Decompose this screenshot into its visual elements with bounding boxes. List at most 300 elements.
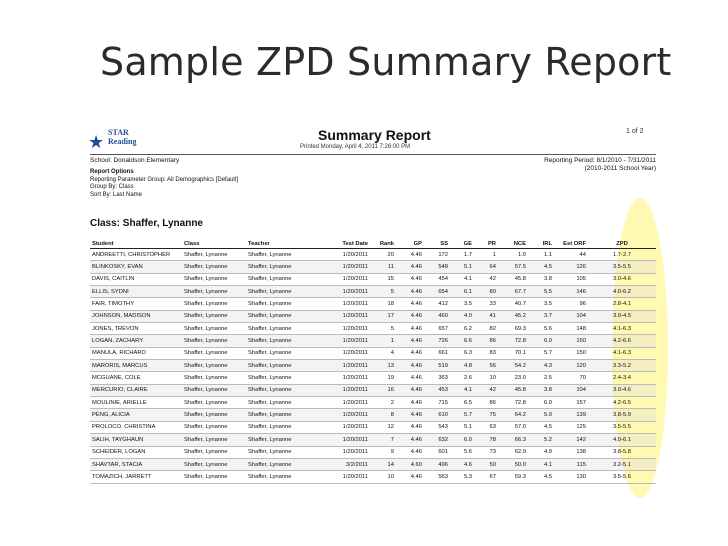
table-cell: 45.2 [498, 310, 528, 322]
table-cell: 4.46 [396, 434, 424, 446]
report-options [90, 169, 238, 199]
table-cell: Shaffer, Lynanne [246, 323, 326, 335]
table-cell: 72.8 [498, 335, 528, 347]
table-cell: 1/20/2011 [326, 335, 370, 347]
table-cell: 6.3 [450, 347, 474, 359]
table-cell: 4.3 [528, 360, 554, 372]
table-row [90, 434, 656, 446]
table-cell: 2.6 [450, 372, 474, 384]
table-cell: 4.5 [528, 261, 554, 273]
table-cell: 1 [474, 249, 498, 261]
table-cell: 11 [370, 261, 396, 273]
column-header: Teacher [246, 232, 326, 249]
table-cell: 726 [424, 335, 450, 347]
table-cell: Shaffer, Lynanne [182, 323, 246, 335]
slide-title: Sample ZPD Summary Report [100, 40, 672, 84]
table-cell: 45.8 [498, 384, 528, 396]
table-row [90, 446, 656, 458]
table-cell: ANDREETTI, CHRISTOPHER [90, 249, 182, 261]
page-number: 1 of 2 [626, 128, 644, 135]
table-cell: 4.5 [528, 421, 554, 433]
table-row [90, 397, 656, 409]
options-sort-by: Sort By: Last Name [90, 191, 143, 198]
table-cell: Shaffer, Lynanne [246, 360, 326, 372]
table-cell: 1/20/2011 [326, 372, 370, 384]
table-header-row [90, 232, 656, 249]
table-cell: 3.0-4.6 [588, 384, 656, 396]
table-cell: 54.2 [498, 360, 528, 372]
table-cell: 4.5 [528, 471, 554, 483]
table-cell: Shaffer, Lynanne [182, 421, 246, 433]
table-cell: Shaffer, Lynanne [182, 273, 246, 285]
table-cell: 715 [424, 397, 450, 409]
table-cell: Shaffer, Lynanne [246, 310, 326, 322]
table-cell: 519 [424, 360, 450, 372]
table-cell: 6.1 [450, 286, 474, 298]
table-cell: 412 [424, 298, 450, 310]
table-cell: MARORIS, MARCUS [90, 360, 182, 372]
table-cell: 82 [474, 323, 498, 335]
school-name: School: Donaldson Elementary [90, 157, 180, 164]
table-cell: 610 [424, 409, 450, 421]
table-cell: 10 [370, 471, 396, 483]
table-row [90, 471, 656, 483]
table-cell: 150 [554, 347, 588, 359]
table-cell: 1/20/2011 [326, 409, 370, 421]
table-cell: 4.46 [396, 471, 424, 483]
table-cell: 4.2-6.5 [588, 397, 656, 409]
table-cell: 67 [474, 471, 498, 483]
logo-line2: Reading [108, 137, 137, 146]
table-cell: 142 [554, 434, 588, 446]
table-cell: 4.9 [528, 446, 554, 458]
table-cell: 5 [370, 286, 396, 298]
column-header: Class [182, 232, 246, 249]
table-cell: 6.2 [450, 323, 474, 335]
table-cell: Shaffer, Lynanne [182, 397, 246, 409]
table-cell: 3/2/2011 [326, 458, 370, 470]
table-row [90, 273, 656, 285]
table-cell: 5.2 [528, 434, 554, 446]
table-cell: 1/20/2011 [326, 310, 370, 322]
table-cell: 130 [554, 471, 588, 483]
table-cell: 1/20/2011 [326, 249, 370, 261]
printed-date: Printed Monday, April 4, 2011 7:26:00 PM [300, 144, 411, 150]
table-cell: 12 [370, 421, 396, 433]
table-cell: 4.0 [450, 310, 474, 322]
table-cell: 5.1 [450, 421, 474, 433]
table-cell: 66.3 [498, 434, 528, 446]
table-cell: 139 [554, 409, 588, 421]
table-cell: 4.2-6.6 [588, 335, 656, 347]
table-row [90, 298, 656, 310]
table-cell: 5.0 [528, 409, 554, 421]
table-cell: PENG, ALICIA [90, 409, 182, 421]
table-cell: MOULINIE, ARIELLE [90, 397, 182, 409]
column-header: PR [474, 232, 498, 249]
period-line1: Reporting Period: 8/1/2010 - 7/31/2011 [544, 157, 656, 164]
table-cell: 4.46 [396, 384, 424, 396]
table-cell: 4.46 [396, 421, 424, 433]
table-cell: Shaffer, Lynanne [246, 421, 326, 433]
table-cell: LOGAN, ZACHARY [90, 335, 182, 347]
table-cell: 1 [370, 335, 396, 347]
table-cell: 5.6 [450, 446, 474, 458]
table-cell: 543 [424, 421, 450, 433]
table-cell: JOHNSON, MADISON [90, 310, 182, 322]
table-cell: 4.46 [396, 273, 424, 285]
table-cell: Shaffer, Lynanne [246, 286, 326, 298]
table-cell: 3.8-5.9 [588, 409, 656, 421]
reporting-period [520, 157, 656, 173]
table-cell: 50 [474, 458, 498, 470]
table-cell: 4.6 [450, 458, 474, 470]
table-cell: Shaffer, Lynanne [182, 434, 246, 446]
table-cell: FAIR, TIMOTHY [90, 298, 182, 310]
table-cell: 453 [424, 384, 450, 396]
table-cell: 4.46 [396, 360, 424, 372]
column-header: GE [450, 232, 474, 249]
table-cell: 59.3 [498, 471, 528, 483]
table-cell: Shaffer, Lynanne [246, 335, 326, 347]
table-cell: 5.3 [450, 471, 474, 483]
table-cell: 19 [370, 372, 396, 384]
table-cell: 5.7 [450, 409, 474, 421]
table-cell: 13 [370, 360, 396, 372]
column-header: Rank [370, 232, 396, 249]
table-cell: 5.6 [528, 323, 554, 335]
table-cell: 105 [554, 273, 588, 285]
table-cell: 657 [424, 323, 450, 335]
table-cell: 4.0-6.2 [588, 286, 656, 298]
table-cell: 9 [370, 446, 396, 458]
table-cell: 3.2-5.1 [588, 458, 656, 470]
table-cell: 20 [370, 249, 396, 261]
table-cell: MANULA, RICHARD [90, 347, 182, 359]
table-cell: 1.1 [528, 249, 554, 261]
table-cell: 23.0 [498, 372, 528, 384]
table-cell: 1/20/2011 [326, 347, 370, 359]
table-cell: 1/20/2011 [326, 446, 370, 458]
table-cell: 1/20/2011 [326, 421, 370, 433]
table-cell: Shaffer, Lynanne [246, 261, 326, 273]
table-cell: 56 [474, 360, 498, 372]
table-cell: Shaffer, Lynanne [182, 249, 246, 261]
table-cell: 7 [370, 434, 396, 446]
table-cell: 3.5-5.6 [588, 471, 656, 483]
table-row [90, 261, 656, 273]
table-cell: 4.1 [450, 273, 474, 285]
table-cell: Shaffer, Lynanne [246, 249, 326, 261]
table-cell: 42 [474, 273, 498, 285]
table-cell: 45.8 [498, 273, 528, 285]
table-cell: 6.0 [528, 397, 554, 409]
table-cell: 10 [474, 372, 498, 384]
table-cell: Shaffer, Lynanne [182, 384, 246, 396]
table-cell: Shaffer, Lynanne [182, 372, 246, 384]
table-cell: 8 [370, 409, 396, 421]
table-cell: MCGUANE, COLE [90, 372, 182, 384]
table-cell: 4.46 [396, 310, 424, 322]
table-cell: 1/20/2011 [326, 261, 370, 273]
table-cell: 4.60 [396, 458, 424, 470]
table-cell: Shaffer, Lynanne [182, 360, 246, 372]
table-cell: MERCURIO, CLAIRE [90, 384, 182, 396]
table-row [90, 286, 656, 298]
table-cell: Shaffer, Lynanne [182, 458, 246, 470]
column-header: IRL [528, 232, 554, 249]
table-cell: 1/20/2011 [326, 397, 370, 409]
table-cell: 1/20/2011 [326, 323, 370, 335]
table-cell: 5.7 [528, 347, 554, 359]
table-cell: 86 [474, 397, 498, 409]
table-cell: 6.5 [450, 397, 474, 409]
table-cell: 1/20/2011 [326, 471, 370, 483]
table-cell: 454 [424, 273, 450, 285]
table-cell: 64.2 [498, 409, 528, 421]
table-cell: 1.0 [498, 249, 528, 261]
table-cell: PROLOCO, CHRISTINA [90, 421, 182, 433]
table-cell: 14 [370, 458, 396, 470]
table-cell: 80 [474, 286, 498, 298]
table-cell: 120 [554, 360, 588, 372]
table-cell: 6.0 [528, 335, 554, 347]
table-cell: 4.46 [396, 372, 424, 384]
table-cell: 1/20/2011 [326, 434, 370, 446]
table-cell: 78 [474, 434, 498, 446]
table-cell: Shaffer, Lynanne [246, 372, 326, 384]
table-cell: Shaffer, Lynanne [182, 286, 246, 298]
table-cell: 661 [424, 347, 450, 359]
table-cell: 3.7 [528, 310, 554, 322]
table-cell: DAVIS, CAITLIN [90, 273, 182, 285]
options-group-by: Group By: Class [90, 184, 134, 190]
table-cell: 4.46 [396, 261, 424, 273]
table-row [90, 335, 656, 347]
table-cell: 57.5 [498, 261, 528, 273]
table-cell: Shaffer, Lynanne [246, 298, 326, 310]
table-cell: 3.8-5.8 [588, 446, 656, 458]
table-row [90, 372, 656, 384]
table-cell: 64 [474, 261, 498, 273]
table-cell: JONES, TREVON [90, 323, 182, 335]
table-cell: 2 [370, 397, 396, 409]
table-cell: 1.7 [450, 249, 474, 261]
table-cell: 3.5-5.5 [588, 261, 656, 273]
table-cell: 1/20/2011 [326, 298, 370, 310]
table-cell: Shaffer, Lynanne [246, 434, 326, 446]
table-cell: 16 [370, 384, 396, 396]
table-cell: 3.0-4.6 [588, 273, 656, 285]
table-cell: 4.46 [396, 286, 424, 298]
table-row [90, 458, 656, 470]
table-cell: 601 [424, 446, 450, 458]
table-cell: 4.1 [450, 384, 474, 396]
table-cell: 1/20/2011 [326, 273, 370, 285]
table-cell: Shaffer, Lynanne [182, 261, 246, 273]
table-cell: 40.7 [498, 298, 528, 310]
table-cell: 4.1 [528, 458, 554, 470]
table-cell: 18 [370, 298, 396, 310]
table-cell: 86 [474, 335, 498, 347]
table-cell: 563 [424, 471, 450, 483]
table-cell: 75 [474, 409, 498, 421]
column-header: Test Date [326, 232, 370, 249]
table-cell: Shaffer, Lynanne [182, 298, 246, 310]
table-cell: BLINKOSKY, EVAN [90, 261, 182, 273]
table-cell: 96 [554, 298, 588, 310]
table-cell: 157 [554, 397, 588, 409]
options-parameter-group: Reporting Parameter Group: All Demographics [Default] [90, 176, 239, 183]
table-cell: 150 [554, 335, 588, 347]
table-cell: 70 [554, 372, 588, 384]
table-cell: 548 [424, 261, 450, 273]
table-cell: ELLIS, SYDNI [90, 286, 182, 298]
table-cell: 3.0-4.5 [588, 310, 656, 322]
table-cell: Shaffer, Lynanne [246, 409, 326, 421]
table-row [90, 421, 656, 433]
table-cell: 363 [424, 372, 450, 384]
column-header: Est ORF [554, 232, 588, 249]
table-cell: 3.8 [528, 384, 554, 396]
table-row [90, 323, 656, 335]
table-cell: 4.46 [396, 249, 424, 261]
table-cell: 3.8 [528, 273, 554, 285]
table-cell: 496 [424, 458, 450, 470]
table-cell: 67.7 [498, 286, 528, 298]
table-cell: 1.7-2.7 [588, 249, 656, 261]
table-cell: 2.5 [528, 372, 554, 384]
column-header: Student [90, 232, 182, 249]
table-cell: Shaffer, Lynanne [246, 273, 326, 285]
table-cell: SALIH, TAYGHAUN [90, 434, 182, 446]
table-cell: 6.6 [450, 335, 474, 347]
summary-table [90, 232, 656, 484]
table-row [90, 409, 656, 421]
table-cell: 33 [474, 298, 498, 310]
table-row [90, 310, 656, 322]
period-line2: (2010-2011 School Year) [584, 165, 656, 172]
table-cell: 2.4-3.4 [588, 372, 656, 384]
table-cell: 72.8 [498, 397, 528, 409]
header-divider [90, 154, 656, 155]
table-cell: 50.0 [498, 458, 528, 470]
star-icon: ★ [88, 132, 105, 152]
table-cell: 4.46 [396, 298, 424, 310]
table-cell: Shaffer, Lynanne [182, 335, 246, 347]
table-cell: 4.46 [396, 323, 424, 335]
column-header: GP [396, 232, 424, 249]
table-cell: 148 [554, 323, 588, 335]
table-cell: 5.5 [528, 286, 554, 298]
table-cell: 4.0-6.1 [588, 434, 656, 446]
table-cell: 4.46 [396, 397, 424, 409]
column-header: NCE [498, 232, 528, 249]
table-cell: Shaffer, Lynanne [246, 384, 326, 396]
table-cell: 3.5 [450, 298, 474, 310]
table-cell: Shaffer, Lynanne [182, 347, 246, 359]
table-cell: 6.0 [450, 434, 474, 446]
table-cell: SCHEIDER, LOGAN [90, 446, 182, 458]
table-cell: 2.8-4.1 [588, 298, 656, 310]
table-cell: Shaffer, Lynanne [246, 446, 326, 458]
table-cell: 4.46 [396, 446, 424, 458]
table-cell: 5 [370, 323, 396, 335]
table-cell: 126 [554, 261, 588, 273]
table-cell: 632 [424, 434, 450, 446]
table-cell: 115 [554, 458, 588, 470]
table-cell: 69.3 [498, 323, 528, 335]
table-cell: 57.0 [498, 421, 528, 433]
table-cell: 73 [474, 446, 498, 458]
table-cell: 83 [474, 347, 498, 359]
table-cell: 3.5-5.5 [588, 421, 656, 433]
table-cell: Shaffer, Lynanne [246, 347, 326, 359]
table-cell: 42 [474, 384, 498, 396]
table-cell: 460 [424, 310, 450, 322]
table-cell: 70.1 [498, 347, 528, 359]
table-cell: 4.46 [396, 409, 424, 421]
table-cell: 172 [424, 249, 450, 261]
table-cell: SHAVTAR, STACIA [90, 458, 182, 470]
table-cell: Shaffer, Lynanne [182, 409, 246, 421]
table-row [90, 249, 656, 261]
table-cell: 138 [554, 446, 588, 458]
table-cell: 104 [554, 310, 588, 322]
star-reading-logo [88, 128, 148, 154]
table-cell: Shaffer, Lynanne [182, 310, 246, 322]
table-cell: 4.46 [396, 347, 424, 359]
table-cell: 125 [554, 421, 588, 433]
table-cell: 4 [370, 347, 396, 359]
table-cell: 1/20/2011 [326, 384, 370, 396]
report-page [80, 120, 666, 492]
table-cell: Shaffer, Lynanne [246, 471, 326, 483]
table-cell: 4.8 [450, 360, 474, 372]
table-cell: 4.1-6.3 [588, 347, 656, 359]
table-cell: 3.3-5.2 [588, 360, 656, 372]
table-cell: Shaffer, Lynanne [182, 471, 246, 483]
table-cell: 41 [474, 310, 498, 322]
report-title: Summary Report [318, 127, 431, 143]
logo-line1: STAR [108, 128, 129, 137]
logo-text [108, 128, 136, 146]
table-cell: 104 [554, 384, 588, 396]
table-cell: 3.5 [528, 298, 554, 310]
column-header: ZPD [588, 232, 656, 249]
table-row [90, 347, 656, 359]
table-cell: 1/20/2011 [326, 286, 370, 298]
table-cell: 4.46 [396, 335, 424, 347]
table-cell: Shaffer, Lynanne [246, 397, 326, 409]
table-cell: 44 [554, 249, 588, 261]
table-cell: 654 [424, 286, 450, 298]
column-header: SS [424, 232, 450, 249]
table-row [90, 360, 656, 372]
table-cell: 17 [370, 310, 396, 322]
table-cell: 5.1 [450, 261, 474, 273]
table-row [90, 384, 656, 396]
class-header: Class: Shaffer, Lynanne [90, 218, 203, 229]
table-cell: TOMAZICH, JARRETT [90, 471, 182, 483]
table-cell: 1/20/2011 [326, 360, 370, 372]
table-cell: 63 [474, 421, 498, 433]
table-cell: Shaffer, Lynanne [182, 446, 246, 458]
table-cell: 146 [554, 286, 588, 298]
table-cell: Shaffer, Lynanne [246, 458, 326, 470]
table-cell: 15 [370, 273, 396, 285]
options-heading: Report Options [90, 169, 134, 175]
